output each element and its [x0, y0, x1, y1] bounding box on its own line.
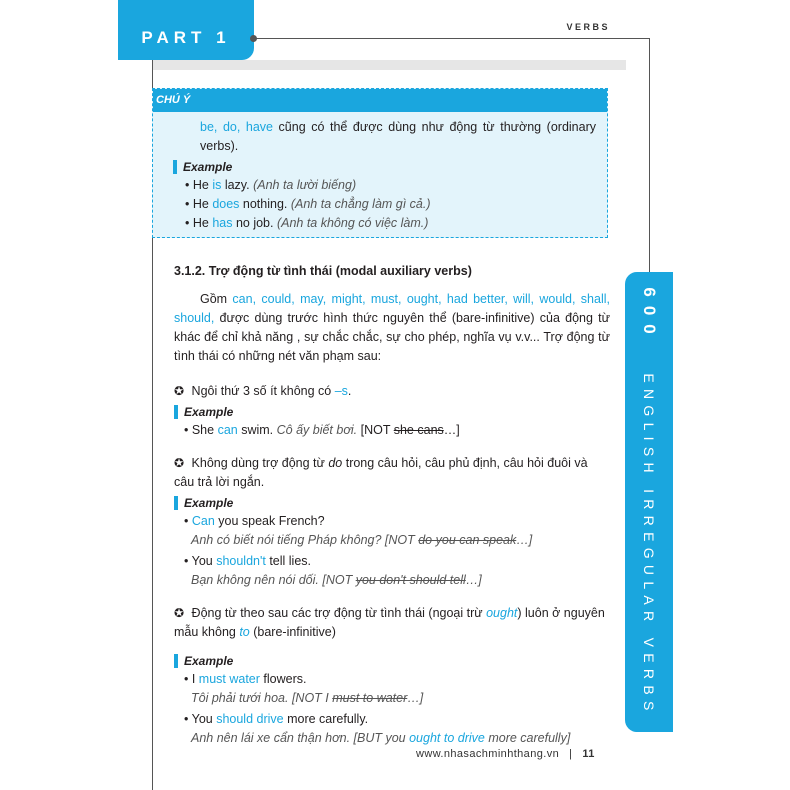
- example-pre: • He: [185, 197, 213, 211]
- example-translation: (Anh ta chẳng làm gì cả.): [290, 197, 431, 211]
- header-rule-vertical: [649, 38, 650, 274]
- example-pre: • You: [184, 554, 217, 568]
- example-translation: [174, 689, 610, 708]
- rule-highlight: to: [239, 625, 250, 639]
- note-examples: [153, 158, 607, 233]
- rule-highlight: ought: [486, 606, 518, 620]
- example-pre: •: [184, 514, 192, 528]
- translation-text: Bạn không nên nói dối. [NOT: [191, 573, 356, 587]
- intro-modal-list: can, could, may, might, must, ought, had better, will, would, shall, should,: [174, 292, 610, 325]
- note-box: [152, 88, 608, 238]
- part-label: PART 1: [141, 28, 231, 47]
- example-line: [174, 710, 610, 729]
- intro-post: được dùng trước hình thức nguyên thể (bare-infinitive) của động từ khác để chỉ khả năng , sự chắc chắc, sự cho phép, nghĩa vụ v.v... Trợ động từ tình thái có những nét văn phạm sau:: [174, 311, 610, 363]
- section-label: VERBS: [566, 22, 610, 32]
- note-text-highlight: be, do, have: [200, 120, 273, 134]
- page-number: 11: [582, 748, 595, 760]
- example-line: [174, 421, 610, 440]
- example-label-text: Example: [184, 654, 234, 668]
- example-block: [174, 652, 610, 748]
- example-pre: • She: [184, 423, 218, 437]
- rule-text: ) luôn ở nguyên mẫu không: [174, 606, 605, 639]
- header-rule-dot: [250, 35, 257, 42]
- example-marker: [173, 160, 177, 174]
- example-translation: [174, 571, 610, 590]
- note-text: [175, 118, 596, 156]
- example-highlight: should drive: [216, 712, 284, 726]
- example-post: you speak French?: [214, 514, 325, 528]
- example-post: more carefully.: [283, 712, 369, 726]
- intro-pre: Gồm: [200, 292, 233, 306]
- example-not: [NOT: [357, 423, 394, 437]
- example-pre: • I: [184, 672, 199, 686]
- note-text-rest: cũng có thể được dùng như động từ thường (ordinary verbs).: [200, 120, 596, 153]
- example-strikethrough: must to water: [332, 691, 408, 705]
- rule-bullet-icon: ✪: [174, 384, 185, 398]
- example-line: [173, 214, 607, 233]
- example-marker: [174, 496, 178, 510]
- example-not: …]: [407, 691, 424, 705]
- rule-bullet-icon: ✪: [174, 606, 185, 620]
- example-highlight: shouldn't: [216, 554, 266, 568]
- example-label-text: Example: [183, 160, 233, 174]
- example-post: no job.: [232, 216, 277, 230]
- footer-website: www.nhasachminhthang.vn: [416, 748, 560, 760]
- rule-text: (bare-infinitive): [249, 625, 336, 639]
- example-label-text: Example: [184, 496, 234, 510]
- example-highlight: ought to drive: [409, 731, 485, 745]
- side-tab-number: 600: [640, 287, 659, 343]
- part-tab: [118, 0, 254, 60]
- example-highlight: has: [212, 216, 233, 230]
- rule-text: .: [347, 384, 352, 398]
- note-title: CHÚ Ý: [153, 89, 607, 112]
- example-strikethrough: do you can speak: [418, 533, 517, 547]
- footer-separator: |: [569, 748, 573, 760]
- example-highlight: can: [217, 423, 238, 437]
- translation-text: Anh nên lái xe cẩn thận hơn. [BUT you: [191, 731, 410, 745]
- example-translation: Cô ấy biết bơi.: [276, 423, 358, 437]
- main-content: [174, 262, 610, 748]
- example-block: [174, 494, 610, 590]
- section-intro: [174, 290, 610, 366]
- example-line: [173, 195, 607, 214]
- example-strikethrough: you don't should tell: [355, 573, 466, 587]
- translation-text: Anh có biết nói tiếng Pháp không? [NOT: [191, 533, 419, 547]
- example-not: more carefully]: [484, 731, 571, 745]
- translation-text: Tôi phải tưới hoa. [NOT I: [191, 691, 333, 705]
- example-pre: • You: [184, 712, 217, 726]
- example-label: [174, 403, 610, 421]
- side-tab-title: [639, 287, 659, 716]
- section-title: 3.1.2. Trợ động từ tình thái (modal auxiliary verbs): [174, 264, 472, 278]
- rule-text: Động từ theo sau các trợ động từ tình thái (ngoại trừ: [188, 606, 487, 620]
- example-pre: • He: [185, 216, 213, 230]
- example-highlight: Can: [191, 514, 215, 528]
- side-tab-text: ENGLISH IRREGULAR VERBS: [641, 373, 657, 717]
- rule-bullet-icon: ✪: [174, 456, 185, 470]
- example-highlight: must water: [198, 672, 260, 686]
- example-line: [173, 176, 607, 195]
- note-body: [153, 112, 607, 156]
- rule-item: [174, 604, 610, 642]
- example-translation: [174, 531, 610, 550]
- footer: [416, 748, 595, 760]
- header-band: [152, 60, 626, 70]
- example-label: [174, 652, 610, 670]
- example-not: …]: [465, 573, 482, 587]
- rule-item: [174, 382, 610, 401]
- example-not: …]: [516, 533, 533, 547]
- example-post: nothing.: [239, 197, 291, 211]
- rule-italic: do: [328, 456, 343, 470]
- example-highlight: is: [212, 178, 222, 192]
- example-post: tell lies.: [265, 554, 312, 568]
- rule-item: [174, 454, 610, 492]
- example-translation: (Anh ta không có việc làm.): [276, 216, 429, 230]
- rule-text: Ngôi thứ 3 số ít không có: [188, 384, 335, 398]
- example-line: [174, 670, 610, 689]
- example-translation: (Anh ta lười biếng): [253, 178, 357, 192]
- rule-highlight: –s: [334, 384, 348, 398]
- example-label: [173, 158, 607, 176]
- example-label: [174, 494, 610, 512]
- example-line: [174, 552, 610, 571]
- example-post: swim.: [237, 423, 277, 437]
- rule-text: trong câu hỏi, câu phủ định, câu hỏi đuôi và câu trả lời ngắn.: [174, 456, 588, 489]
- example-line: [174, 512, 610, 531]
- example-label-text: Example: [184, 405, 234, 419]
- header-rule: [254, 38, 650, 39]
- example-post: flowers.: [259, 672, 307, 686]
- example-pre: • He: [185, 178, 213, 192]
- example-marker: [174, 405, 178, 419]
- example-strikethrough: she cans: [393, 423, 444, 437]
- rule-text: Không dùng trợ động từ: [188, 456, 329, 470]
- example-translation: [174, 729, 610, 748]
- example-not: …]: [443, 423, 460, 437]
- example-post: lazy.: [221, 178, 254, 192]
- example-block: [174, 403, 610, 440]
- example-highlight: does: [212, 197, 240, 211]
- example-marker: [174, 654, 178, 668]
